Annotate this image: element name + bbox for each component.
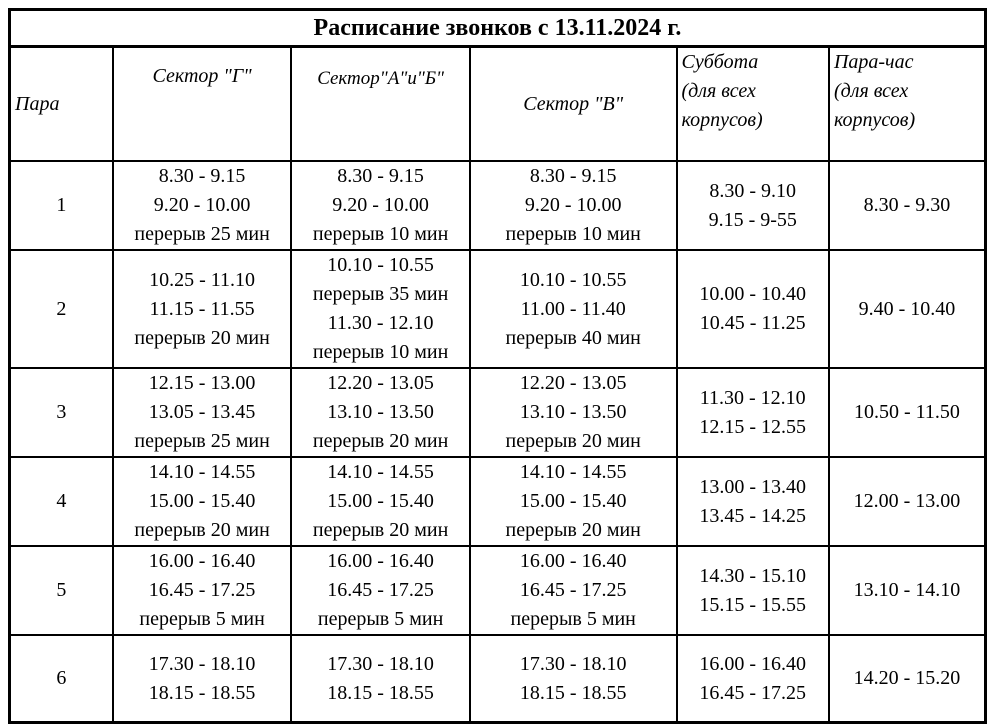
time-line: 16.00 - 16.40 xyxy=(148,550,256,572)
cell-sector-ab xyxy=(291,457,470,546)
title-row xyxy=(10,10,986,47)
time-line: перерыв 25 мин xyxy=(134,223,270,245)
time-line: 17.30 - 18.10 xyxy=(327,652,434,675)
time-line: 14.10 - 14.55 xyxy=(148,461,256,483)
cell-sector-g xyxy=(113,546,292,635)
header-para-hour-line: Пара-час xyxy=(833,51,914,73)
cell-sector-ab xyxy=(291,161,470,250)
header-para-hour xyxy=(829,47,986,162)
time-line: 16.45 - 17.25 xyxy=(148,579,256,601)
cell-sector-v xyxy=(470,368,677,457)
table-row xyxy=(10,161,986,250)
time-line: перерыв 10 мин xyxy=(505,223,641,245)
cell-para-number: 4 xyxy=(10,457,113,546)
time-line: 11.30 - 12.10 xyxy=(327,312,434,334)
cell-sector-ab xyxy=(291,250,470,368)
time-line: 16.45 - 17.25 xyxy=(519,579,627,601)
cell-para-number: 2 xyxy=(10,250,113,368)
time-line: 13.05 - 13.45 xyxy=(148,401,256,423)
time-line: 13.45 - 14.25 xyxy=(699,504,807,527)
time-line: 13.10 - 13.50 xyxy=(327,401,434,423)
header-para-hour-line: (для всех xyxy=(833,80,909,102)
table-row xyxy=(10,368,986,457)
time-line: перерыв 40 мин xyxy=(505,326,641,349)
header-saturday-line: Суббота xyxy=(681,51,759,73)
header-saturday-line: (для всех xyxy=(681,80,756,102)
header-sector-ab: Сектор"А"и"Б" xyxy=(291,47,470,162)
time-line: 12.15 - 12.55 xyxy=(699,415,807,438)
header-sector-g: Сектор "Г" xyxy=(113,47,292,162)
cell-sector-v xyxy=(470,546,677,635)
cell-sector-g xyxy=(113,457,292,546)
cell-sector-g xyxy=(113,250,292,368)
cell-sector-g xyxy=(113,161,292,250)
time-line: 8.30 - 9.15 xyxy=(158,165,246,187)
header-row xyxy=(10,47,986,162)
time-line: 8.30 - 9.10 xyxy=(709,179,797,202)
time-line: 15.00 - 15.40 xyxy=(148,490,256,512)
schedule-body xyxy=(10,161,986,723)
time-line: 14.10 - 14.55 xyxy=(519,461,627,483)
cell-para-number: 5 xyxy=(10,546,113,635)
cell-sector-ab xyxy=(291,368,470,457)
header-saturday xyxy=(677,47,829,162)
time-line: перерыв 35 мин xyxy=(312,283,449,305)
header-sector-v: Сектор "В" xyxy=(470,47,677,162)
time-line: перерыв 20 мин xyxy=(505,430,641,452)
time-line: 18.15 - 18.55 xyxy=(148,681,256,704)
time-line: перерыв 25 мин xyxy=(134,430,270,452)
time-line: 9.20 - 10.00 xyxy=(332,194,429,216)
time-line: 18.15 - 18.55 xyxy=(327,681,434,704)
table-row xyxy=(10,546,986,635)
table-row xyxy=(10,635,986,723)
cell-sector-g xyxy=(113,368,292,457)
table-row xyxy=(10,250,986,368)
time-line: 9.15 - 9-55 xyxy=(708,208,797,231)
cell-para-hour: 14.20 - 15.20 xyxy=(829,635,986,723)
time-line: перерыв 20 мин xyxy=(505,519,641,541)
cell-sector-g xyxy=(113,635,292,723)
time-line: 11.00 - 11.40 xyxy=(520,297,626,320)
cell-para-number: 1 xyxy=(10,161,113,250)
time-line: 9.20 - 10.00 xyxy=(524,194,622,216)
time-line: перерыв 20 мин xyxy=(134,519,270,541)
cell-saturday xyxy=(677,250,829,368)
time-line: 14.10 - 14.55 xyxy=(327,461,434,483)
time-line: 16.45 - 17.25 xyxy=(327,579,434,601)
time-line: 17.30 - 18.10 xyxy=(519,652,627,675)
time-line: перерыв 10 мин xyxy=(312,223,449,245)
time-line: 16.00 - 16.40 xyxy=(327,550,434,572)
cell-sector-ab xyxy=(291,635,470,723)
table-row xyxy=(10,457,986,546)
header-para-hour-line: корпусов) xyxy=(833,109,916,131)
cell-saturday xyxy=(677,546,829,635)
time-line: перерыв 5 мин xyxy=(139,608,265,630)
time-line: перерыв 20 мин xyxy=(312,430,449,452)
time-line: 16.00 - 16.40 xyxy=(519,550,627,572)
cell-para-hour: 13.10 - 14.10 xyxy=(829,546,986,635)
time-line: перерыв 5 мин xyxy=(510,608,636,630)
time-line: 11.15 - 11.55 xyxy=(149,297,255,320)
time-line: 12.20 - 13.05 xyxy=(327,372,434,394)
time-line: 8.30 - 9.15 xyxy=(337,165,424,187)
time-line: 12.20 - 13.05 xyxy=(519,372,627,394)
time-line: 13.00 - 13.40 xyxy=(699,475,807,498)
time-line: 10.45 - 11.25 xyxy=(699,312,806,334)
cell-sector-v xyxy=(470,635,677,723)
cell-sector-v xyxy=(470,250,677,368)
time-line: 16.45 - 17.25 xyxy=(699,681,807,704)
cell-para-number: 3 xyxy=(10,368,113,457)
time-line: 16.00 - 16.40 xyxy=(699,652,807,675)
time-line: 10.00 - 10.40 xyxy=(699,283,807,305)
time-line: 12.15 - 13.00 xyxy=(148,372,256,394)
cell-para-hour: 10.50 - 11.50 xyxy=(829,368,986,457)
time-line: 15.15 - 15.55 xyxy=(699,593,807,616)
time-line: 15.00 - 15.40 xyxy=(327,490,434,512)
cell-saturday xyxy=(677,161,829,250)
cell-para-number: 6 xyxy=(10,635,113,723)
time-line: 10.25 - 11.10 xyxy=(149,268,256,291)
cell-para-hour: 12.00 - 13.00 xyxy=(829,457,986,546)
cell-para-hour: 8.30 - 9.30 xyxy=(829,161,986,250)
cell-saturday xyxy=(677,457,829,546)
time-line: 10.10 - 10.55 xyxy=(327,254,434,276)
cell-sector-ab xyxy=(291,546,470,635)
time-line: 15.00 - 15.40 xyxy=(519,490,627,512)
time-line: перерыв 20 мин xyxy=(312,519,449,541)
time-line: 18.15 - 18.55 xyxy=(519,681,627,704)
time-line: 11.30 - 12.10 xyxy=(699,386,806,409)
header-saturday-line: корпусов) xyxy=(681,109,763,131)
schedule-title: Расписание звонков с 13.11.2024 г. xyxy=(10,10,986,47)
time-line: перерыв 10 мин xyxy=(312,341,449,363)
cell-para-hour: 9.40 - 10.40 xyxy=(829,250,986,368)
time-line: 17.30 - 18.10 xyxy=(148,652,256,675)
cell-sector-v xyxy=(470,161,677,250)
time-line: 9.20 - 10.00 xyxy=(153,194,251,216)
time-line: 10.10 - 10.55 xyxy=(519,268,627,291)
time-line: 8.30 - 9.15 xyxy=(529,165,617,187)
time-line: 14.30 - 15.10 xyxy=(699,564,807,587)
bell-schedule-table xyxy=(8,8,987,724)
time-line: 13.10 - 13.50 xyxy=(519,401,627,423)
header-para: Пара xyxy=(10,47,113,162)
time-line: перерыв 5 мин xyxy=(317,608,444,630)
cell-saturday xyxy=(677,368,829,457)
cell-sector-v xyxy=(470,457,677,546)
cell-saturday xyxy=(677,635,829,723)
time-line: перерыв 20 мин xyxy=(134,326,270,349)
